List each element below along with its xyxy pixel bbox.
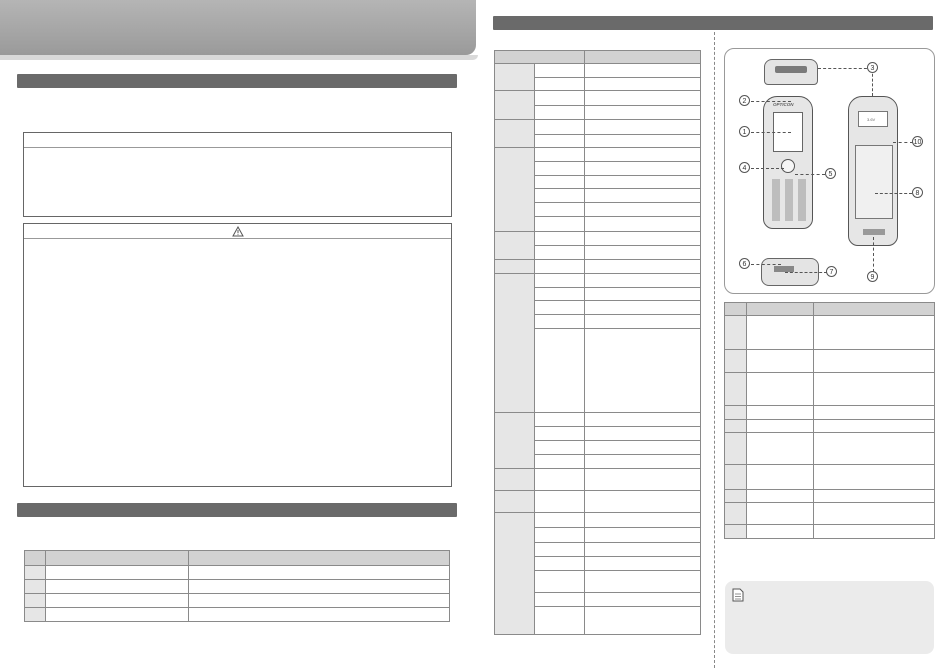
- table-row: [725, 316, 935, 350]
- leader-line-3: [818, 68, 872, 69]
- callout-8: 8: [912, 187, 923, 198]
- table-row: [495, 120, 701, 135]
- callout-6: 6: [739, 258, 750, 269]
- table-row: [725, 433, 935, 465]
- callout-4: 4: [739, 162, 750, 173]
- battery-cover: [855, 145, 893, 219]
- device-back-view: [848, 96, 898, 246]
- header-band: [0, 0, 476, 55]
- leader-line-5: [795, 174, 825, 175]
- battery-label-text: 3.6V: [867, 117, 876, 122]
- callout-2: 2: [739, 95, 750, 106]
- leader-line-4: [751, 168, 784, 169]
- table-row: [725, 503, 935, 525]
- column-divider: [714, 32, 715, 668]
- callout-5: 5: [825, 168, 836, 179]
- table-row: [495, 274, 701, 288]
- table-row: [725, 490, 935, 503]
- callout-7: 7: [826, 266, 837, 277]
- table-row: [725, 465, 935, 490]
- table-row: [495, 91, 701, 106]
- callout-3: 3: [867, 62, 878, 73]
- table-row: [495, 513, 701, 528]
- device-diagram-panel: [724, 48, 935, 294]
- leader-line-6: [751, 264, 781, 265]
- scan-window: [775, 66, 807, 73]
- caution-box: [23, 223, 452, 487]
- table-header-row: [25, 551, 450, 566]
- notice-box: [23, 132, 452, 217]
- leader-line-7: [785, 272, 827, 273]
- table-row: [25, 594, 450, 608]
- device-logo: OPTICON: [773, 102, 794, 107]
- warning-triangle-icon: [232, 226, 244, 237]
- table-row: [495, 64, 701, 78]
- device-front-view: [763, 96, 813, 229]
- back-label: [858, 111, 888, 127]
- table-row: [725, 406, 935, 420]
- leader-line-8: [875, 193, 912, 194]
- device-top-view: [764, 59, 818, 85]
- navigation-key: [781, 159, 795, 173]
- table-row: [495, 469, 701, 491]
- parts-table: [724, 302, 935, 539]
- table-row: [725, 373, 935, 406]
- table-row: [495, 491, 701, 513]
- charge-contacts: [863, 229, 885, 235]
- leader-line-10: [893, 142, 913, 143]
- notice-box-divider: [24, 147, 451, 148]
- leader-line-9-v: [873, 237, 874, 272]
- callout-9: 9: [867, 271, 878, 282]
- table-row: [495, 413, 701, 427]
- section-bar-right: [493, 16, 933, 30]
- callout-1: 1: [739, 126, 750, 137]
- table-header-row: [495, 51, 701, 64]
- callout-10: 10: [912, 136, 923, 147]
- table-row: [25, 608, 450, 622]
- table-row: [495, 260, 701, 274]
- leader-line-2: [751, 101, 791, 102]
- spec-table-small: [24, 550, 450, 622]
- table-row: [495, 148, 701, 162]
- table-row: [725, 420, 935, 433]
- section-bar-2: [17, 503, 457, 517]
- caution-box-divider: [24, 238, 451, 239]
- table-row: [725, 525, 935, 539]
- table-row: [25, 566, 450, 580]
- note-box: [725, 581, 934, 654]
- spec-table-large: [494, 50, 701, 635]
- header-shadow: [0, 55, 478, 60]
- table-header-row: [725, 303, 935, 316]
- section-bar-1: [17, 74, 457, 88]
- table-row: [495, 232, 701, 246]
- keypad: [770, 179, 808, 221]
- table-row: [25, 580, 450, 594]
- leader-line-1: [751, 132, 791, 133]
- table-row: [725, 350, 935, 373]
- document-note-icon: [732, 588, 744, 602]
